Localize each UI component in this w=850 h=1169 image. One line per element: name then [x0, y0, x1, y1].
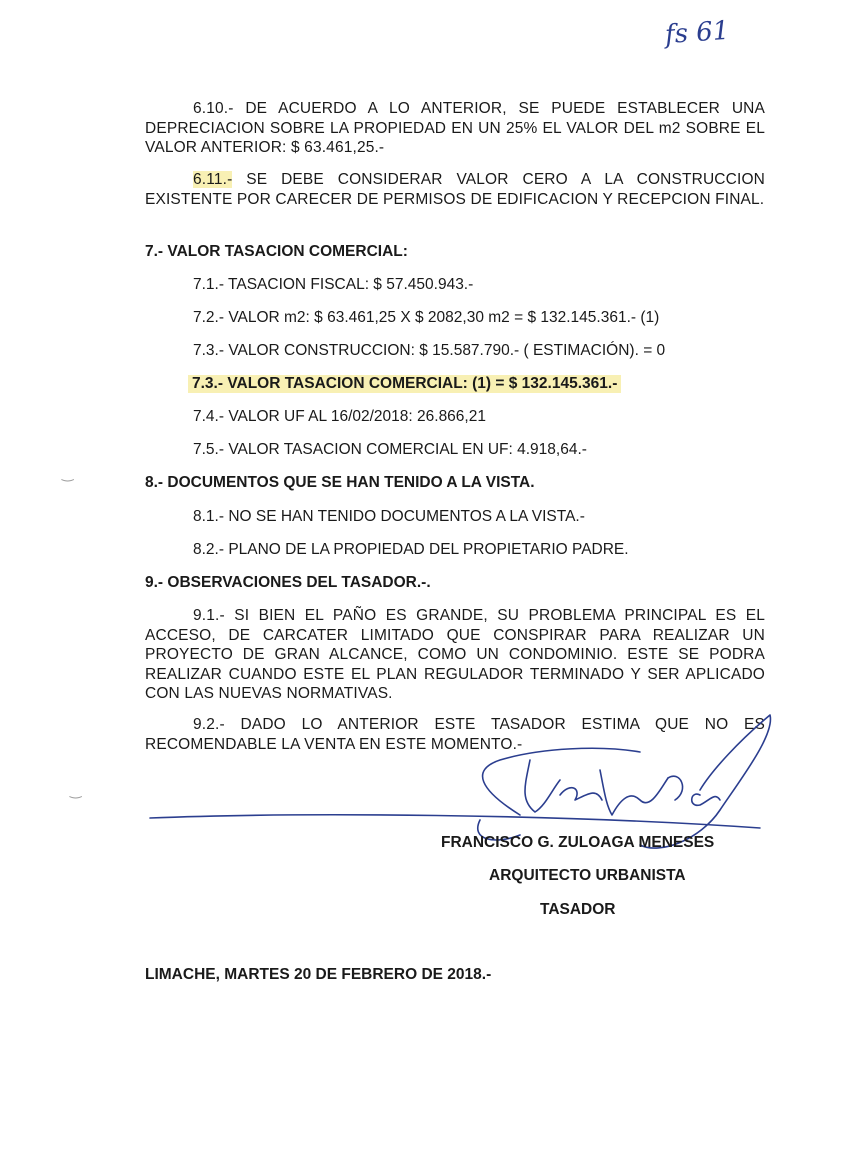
signatory-title: ARQUITECTO URBANISTA [489, 867, 686, 884]
paragraph-6-11-text: SE DEBE CONSIDERAR VALOR CERO A LA CONSTRUCCION EXISTENTE POR CARECER DE PERMISOS DE EDIFICACION Y RECEPCION FINAL. [145, 171, 765, 208]
list-item: 8.2.- PLANO DE LA PROPIEDAD DEL PROPIETARIO PADRE. [193, 541, 629, 558]
binder-hole-mark: ‿ [70, 782, 82, 798]
binder-hole-mark: ‿ [62, 465, 74, 481]
place-date: LIMACHE, MARTES 20 DE FEBRERO DE 2018.- [145, 966, 492, 983]
section-8-heading: 8.- DOCUMENTOS QUE SE HAN TENIDO A LA VISTA. [145, 474, 535, 491]
list-item: 7.1.- TASACION FISCAL: $ 57.450.943.- [193, 276, 474, 293]
paragraph-6-10: 6.10.- DE ACUERDO A LO ANTERIOR, SE PUEDE ESTABLECER UNA DEPRECIACION SOBRE LA PROPIEDAD EN UN 25% EL VALOR DEL m2 SOBRE EL VALOR ANTERIOR: $ 63.461,25.- [145, 100, 765, 156]
paragraph-9-1: 9.1.- SI BIEN EL PAÑO ES GRANDE, SU PROBLEMA PRINCIPAL ES EL ACCESO, DE CARCATER LIMITADO QUE CONSPIRAR PARA REALIZAR UN PROYECTO DE GRAN ALCANCE, COMO UN CONDOMINIO. ESTE SE PODRA REALIZAR CUANDO ESTE EL PLAN REGULADOR TERMINADO Y SER APLICADO CON LAS NUEVAS NORMATIVAS. [145, 607, 765, 702]
section-7-heading: 7.- VALOR TASACION COMERCIAL: [145, 243, 408, 260]
paragraph-9-2: 9.2.- DADO LO ANTERIOR ESTE TASADOR ESTIMA QUE NO ES RECOMENDABLE LA VENTA EN ESTE MOMENTO.- [145, 716, 765, 753]
list-item: 7.5.- VALOR TASACION COMERCIAL EN UF: 4.918,64.- [193, 441, 587, 458]
signatory-name: FRANCISCO G. ZULOAGA MENESES [441, 834, 715, 851]
signatory-role: TASADOR [540, 901, 616, 918]
highlighted-number: 6.11.- [193, 171, 233, 188]
list-item: 7.4.- VALOR UF AL 16/02/2018: 26.866,21 [193, 408, 486, 425]
section-9-heading: 9.- OBSERVACIONES DEL TASADOR.-. [145, 574, 431, 591]
highlighted-total: 7.3.- VALOR TASACION COMERCIAL: (1) = $ 132.145.361.- [188, 375, 621, 393]
list-item: 7.2.- VALOR m2: $ 63.461,25 X $ 2082,30 m2 = $ 132.145.361.- (1) [193, 309, 660, 326]
paragraph-6-11 [145, 170, 765, 209]
list-item: 8.1.- NO SE HAN TENIDO DOCUMENTOS A LA VISTA.- [193, 508, 585, 525]
list-item: 7.3.- VALOR CONSTRUCCION: $ 15.587.790.- ( ESTIMACIÓN). = 0 [193, 342, 666, 359]
folio-annotation: fs 61 [664, 15, 731, 51]
